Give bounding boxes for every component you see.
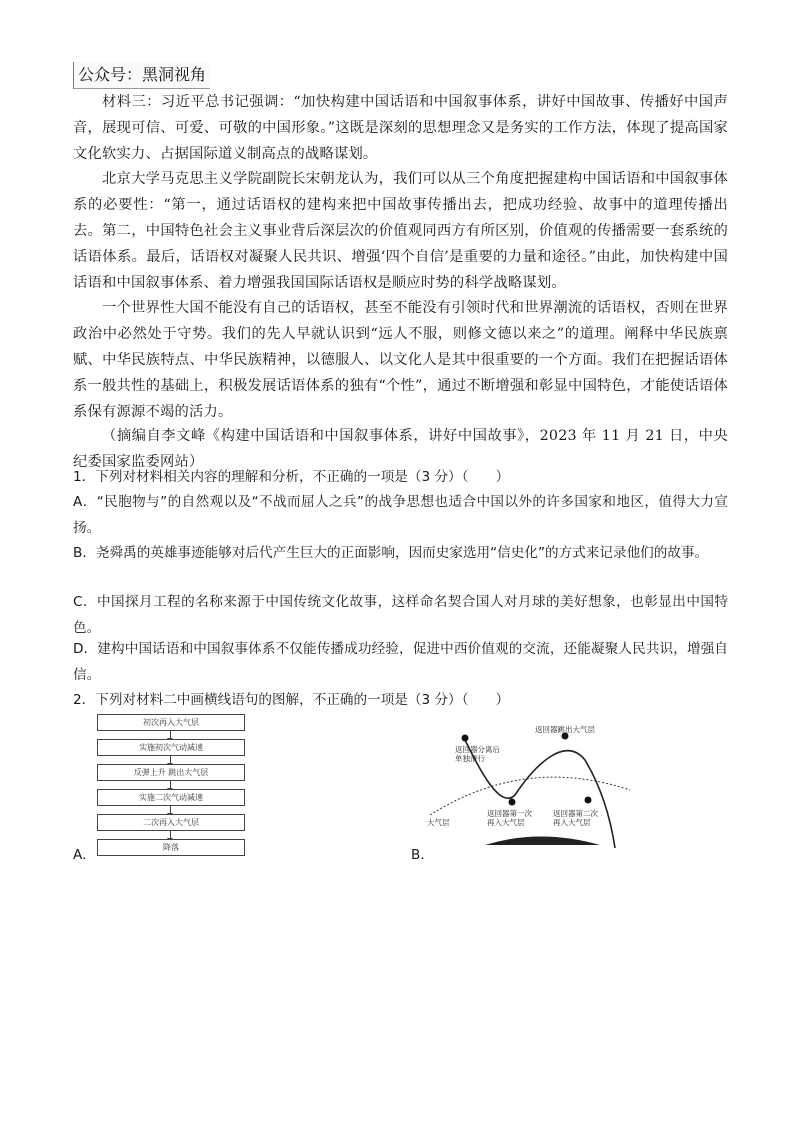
label-separate: 返回器分离后单独滑行 [455,745,500,763]
flow-arrow [170,781,171,789]
question-1-option-d: D．建构中国话语和中国叙事体系不仅能传播成功经验，促进中西价值观的交流，还能凝聚人民共识，增强自信。 [73,641,728,683]
question-2: 2．下列对材料二中画横线语句的图解，不正确的一项是（3 分）（ ） [73,692,510,708]
flow-step: 初次再入大气层 [97,714,245,731]
question-1-option-b: B．尧舜禹的英雄事迹能够对后代产生巨大的正面影响，因而史家选用“信史化”的方式来记录他们的故事。 [73,545,709,561]
flow-step: 实施初次气动减速 [97,739,245,756]
question-1: 1．下列对材料相关内容的理解和分析，不正确的一项是（3 分）（ ） [73,469,510,485]
flow-step: 二次再入大气层 [97,814,245,831]
flow-step: 降落 [97,839,245,856]
question-1-option-c: C．中国探月工程的名称来源于中国传统文化故事，这样命名契合国人对月球的美好想象，也彰显出中国特色。 [73,594,728,636]
flow-step: 实施二次气动减速 [97,789,245,806]
label-second-entry: 返回器第二次再入大气层 [553,809,598,827]
question-1-option-a: A．“民胞物与”的自然观以及“不战而屈人之兵”的战争思想也适合中国以外的许多国家和地区，值得大力宣扬。 [73,494,728,536]
trajectory-path [465,740,615,848]
flow-arrow [170,731,171,739]
material-paragraph-2: 北京大学马克思主义学院副院长宋朝龙认为，我们可以从三个角度把握建构中国话语和中国叙事体系的必要性：“第一，通过话语权的建构来把中国故事传播出去，把成功经验、故事中的道理传播出去。第二，中国特色社会主义事业背后深层次的价值观同西方有所区别，价值观的传播需要一套系统的话语体系。最后，话语权对凝聚人民共识、增强‘四个自信’是重要的力量和途径。”由此，加快构建中国话语和中国叙事体系、着力增强我国国际话语权是顺应时势的科学战略谋划。 [73,171,728,291]
capsule-marker-first-entry [509,799,516,806]
label-skip-out: 返回器跳出大气层 [535,725,595,734]
flow-arrow [170,806,171,814]
label-first-entry: 返回器第一次再入大气层 [487,809,532,827]
figure-b-trajectory-diagram [425,720,635,850]
figure-a-label: A． [73,847,96,863]
material-source: （摘编自李文峰《构建中国话语和中国叙事体系，讲好中国故事》，2023 年 11 月 21 日，中央纪委国家监委网站） [73,428,728,470]
material-paragraph-3: 一个世界性大国不能没有自己的话语权，甚至不能没有引领时代和世界潮流的话语权，否则在世界政治中必然处于守势。我们的先人早就认识到“远人不服，则修文德以来之”的道理。阐释中华民族禀赋、中华民族特点、中华民族精神，以德服人、以文化人是其中很重要的一个方面。我们在把握话语体系一般共性的基础上，积极发展话语体系的独有“个性”，通过不断增强和彰显中国特色，才能使话语体系保有源源不竭的活力。 [73,300,728,420]
flow-arrow [170,831,171,839]
earth-shape [485,837,600,846]
flow-arrow [170,756,171,764]
capsule-marker-second-entry [585,797,592,804]
material-paragraph-1: 材料三：习近平总书记强调：“加快构建中国话语和中国叙事体系，讲好中国故事、传播好中国声音，展现可信、可爱、可敬的中国形象。”这既是深刻的思想理念又是务实的工作方法，体现了提高国家文化软实力、占据国际道义制高点的战略谋划。 [73,94,728,162]
flow-step: 反弹上升 跳出大气层 [97,764,245,781]
watermark-header: 公众号：黑洞视角 [73,62,210,89]
figure-b-label: B． [411,847,434,863]
label-atmosphere: 大气层 [427,818,450,827]
capsule-marker-separation [462,735,469,742]
